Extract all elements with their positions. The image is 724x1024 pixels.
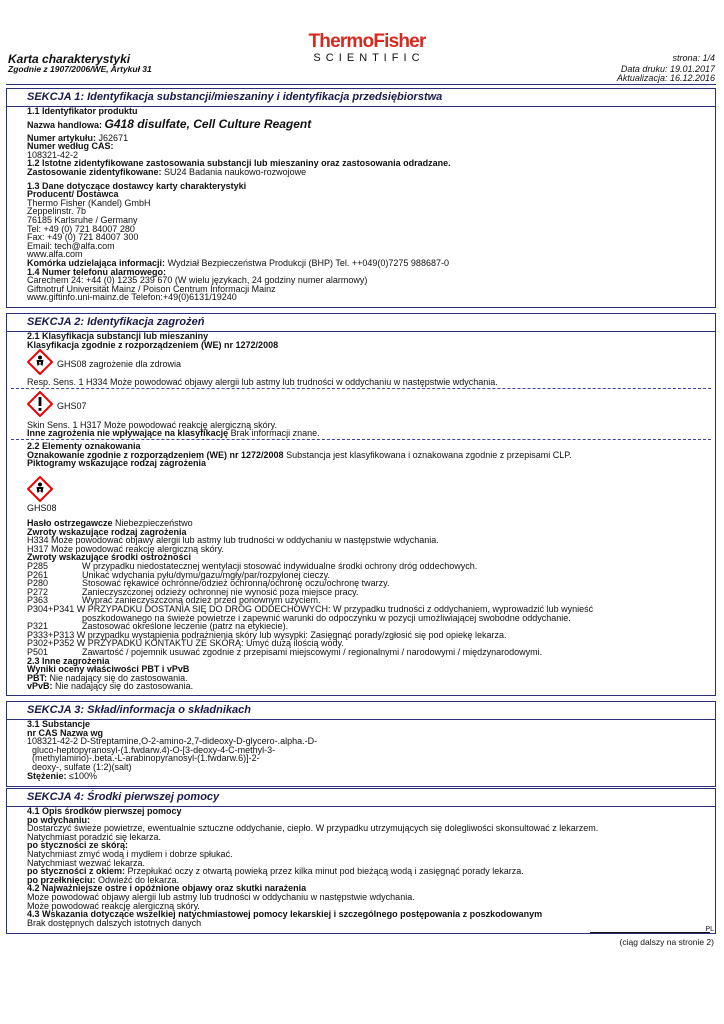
section-2-body: [27, 332, 709, 349]
supplier-email: Email: tech@alfa.com: [27, 240, 115, 251]
section-2-title: SEKCJA 2: Identyfikacja zagrożeń: [27, 316, 205, 328]
precaution-code: P285: [27, 560, 49, 571]
ghs08-health-hazard-icon: [27, 476, 53, 502]
uses-heading: 1.2 Istotne zidentyfikowane zastosowania substancji lub mieszaniny oraz zastosowania odradzane.: [27, 158, 451, 169]
swallowing-value: Odwieźć do lekarza.: [98, 874, 180, 885]
section-4-body: [27, 807, 709, 927]
doc-subtitle: Zgodnie z 1907/2006/WE, Artykuł 31: [8, 64, 152, 74]
pbt-value: Nie nadający się do zastosowania.: [49, 672, 188, 683]
footer-language: PL: [705, 926, 714, 933]
inhalation-text: Natychmiast poradzić się lekarza.: [27, 831, 162, 842]
first-aid-heading: 4.1 Opis środków pierwszej pomocy: [27, 806, 182, 816]
skin-sens-statement: Skin Sens. 1 H317 Może powodować reakcję alergiczną skóry.: [27, 420, 277, 430]
identified-use-label: Zastosowanie zidentyfikowane:: [27, 166, 162, 177]
medical-attention-text: Brak dostępnych dalszych istotnych danych: [27, 917, 202, 928]
skin-contact-text: Natychmiast wezwać lekarza.: [27, 857, 146, 868]
emergency-line-1: Carechem 24: +44 (0) 1235 239 670 (W wielu językach, 24 godziny numer alarmowy): [27, 275, 368, 286]
inhalation-text: Dostarczyć świeże powietrze, ewentualnie sztuczne oddychanie, ciepło. W przypadku utrzymujących się dolegliwości skonsultować z lekarzem.: [27, 823, 599, 834]
skin-contact-heading: po styczności ze skórą:: [27, 840, 129, 851]
ghs08-label-classification: GHS08 zagrożenie dla zdrowia: [57, 359, 182, 369]
precaution-text: Stosować rękawice ochronne/odzież ochronną/ochronę oczu/ochronę twarzy.: [82, 578, 390, 589]
supplier-fax: Fax: +49 (0) 721 84007 300: [27, 232, 139, 243]
product-identifier-heading: 1.1 Identyfikator produktu: [27, 106, 138, 116]
cas-name-heading: nr CAS Nazwa wg: [27, 727, 104, 738]
resp-sens-statement: Resp. Sens. 1 H334 Może powodować objawy alergii lub astmy lub trudności w oddychaniu w następstwie wdychania.: [27, 377, 498, 387]
pbt-heading: Wyniki oceny właściwości PBT i vPvB: [27, 664, 190, 675]
article-number-label: Numer artykułu:: [27, 132, 97, 143]
cas-label: Numer według CAS:: [27, 141, 114, 152]
update-date: Aktualizacja: 16.12.2016: [616, 73, 715, 83]
symptoms-heading: 4.2 Najważniejsze ostre i opóźnione objawy oraz skutki narażenia: [27, 883, 307, 894]
other-hazards-heading: 2.3 Inne zagrożenia: [27, 655, 110, 666]
section-4-header: [7, 789, 715, 807]
substance-name-line: 108321-42-2 D-Streptamine,O-2-amino-2,7-dideoxy-D-glycero-.alpha.-D-: [27, 736, 318, 747]
vpvb-row: [27, 682, 709, 691]
classification-regulation: Klasyfikacja zgodnie z rozporządzeniem (WE) nr 1272/2008: [27, 339, 279, 350]
classification-heading: 2.1 Klasyfikacja substancji lub mieszaniny: [27, 331, 209, 341]
section-3-title: SEKCJA 3: Skład/informacja o składnikach: [27, 704, 251, 716]
precaution-code: P272: [27, 586, 49, 597]
swallowing-label: po przełknięciu:: [27, 874, 96, 885]
info-unit-value: Wydział Bezpieczeństwa Produkcji (BHP) Tel. ++049(0)7275 988687-0: [167, 257, 449, 268]
substance-name-line: deoxy-, sulfate (1:2)(salt): [32, 761, 132, 772]
section-3-header: [7, 702, 715, 720]
substance-name-line: gluco-heptopyranosyl-(1.fwdarw.4)-O-[3-deoxy-4-C-methyl-3-: [32, 744, 276, 755]
precaution-text: Zawartość / pojemnik usuwać zgodnie z przepisami miejscowymi / regionalnymi / narodowymi / międzynarodowymi.: [82, 646, 543, 657]
substance-name-line: (methylamino)-.beta.-L-arabinopyranosyl-(1.fwdarw.6)]-2-: [32, 753, 260, 764]
print-date: Data druku: 19.01.2017: [620, 64, 715, 74]
precaution-code: P363: [27, 595, 49, 606]
precaution-code: P501: [27, 646, 49, 657]
divider: [11, 388, 711, 389]
supplier-address-3: 76185 Karlsruhe / Germany: [27, 214, 138, 225]
info-unit-label: Komórka udzielająca informacji:: [27, 257, 166, 268]
section-2-header: [7, 314, 715, 332]
section-4-title: SEKCJA 4: Środki pierwszej pomocy: [27, 791, 220, 803]
eye-contact-value: Przepłukać oczy z otwartą powieką przez kilka minut pod bieżącą wodą i zasięgnąć porady lekarza.: [127, 866, 524, 877]
supplier-heading: 1.3 Dane dotyczące dostawcy karty charakterystyki: [27, 180, 247, 191]
p302-statement: P302+P352 W PRZYPADKU KONTAKTU ZE SKÓRĄ: Umyć dużą ilością wody.: [27, 638, 344, 649]
symptoms-text: Może powodować reakcję alergiczną skóry.: [27, 900, 200, 911]
identified-use-row: [27, 168, 709, 177]
ghs08-label-pictogram: GHS08: [27, 503, 57, 513]
precaution-text: Zanieczyszczonej odzieży ochronnej nie wynosić poza miejsce pracy.: [82, 586, 359, 597]
doc-title: Karta charakterystyki: [8, 52, 131, 66]
h317-statement: H317 Może powodować reakcję alergiczną skóry.: [27, 543, 224, 554]
concentration-value: ≤100%: [69, 770, 97, 781]
trade-name-label: Nazwa handlowa:: [27, 119, 103, 130]
supplier-label: Producent/ Dostawca: [27, 189, 119, 200]
precautionary-heading: Zwroty wskazujące środki ostrożności: [27, 552, 192, 563]
brand-logo-top: ThermoFisher: [308, 31, 426, 52]
ghs08-health-hazard-icon: [27, 349, 53, 375]
supplier-address-2: Zeppelinstr. 7b: [27, 206, 87, 217]
article-number-row: [27, 134, 709, 143]
symptoms-text: Może powodować objawy alergii lub astmy lub trudności w oddychaniu w następstwie wdychania.: [27, 891, 415, 902]
section-4: [6, 788, 716, 934]
vpvb-value: Nie nadający się do zastosowania.: [55, 681, 194, 692]
supplier-address-1: Thermo Fisher (Kandel) GmbH: [27, 197, 151, 208]
section-3-body: [27, 720, 709, 780]
header-rule: [6, 84, 716, 85]
section-3: [6, 701, 716, 787]
hazard-statements-heading: Zwroty wskazujące rodzaj zagrożenia: [27, 526, 187, 537]
emergency-line-2: Giftnotruf Universität Mainz / Poison Centrum Informacji Mainz: [27, 283, 276, 294]
divider: [11, 439, 711, 440]
label-elements-block: [27, 442, 709, 468]
vpvb-label: vPvB:: [27, 681, 53, 692]
section-1-title: SEKCJA 1: Identyfikacja substancji/mieszaniny i identyfikacja przedsiębiorstwa: [27, 91, 443, 103]
precaution-code: P321: [27, 621, 49, 632]
cas-value: 108321-42-2: [27, 149, 79, 160]
other-hazards-label: Inne zagrożenia nie wpływające na klasyfikację: [27, 428, 229, 438]
section-1-header: [7, 89, 715, 107]
other-hazards-row: [27, 429, 320, 438]
section-1: [6, 88, 716, 308]
emergency-line-3: www.giftinfo.uni-mainz.de Telefon:+49(0)6131/19240: [27, 292, 237, 303]
hazard-statements-block: [27, 519, 709, 691]
other-hazards-value: Brak informacji znane.: [230, 428, 320, 438]
labelling-note: Substancja jest klasyfikowana i oznakowana zgodnie z przepisami CLP.: [286, 449, 572, 460]
skin-contact-text: Natychmiast zmyć wodą i mydłem i dobrze spłukać.: [27, 848, 233, 859]
h334-statement: H334 Może powodować objawy alergii lub astmy lub trudności w oddychaniu w następstwie wdychania.: [27, 535, 439, 546]
p333-statement: P333+P313 W przypadku wystąpienia podrażnienia skóry lub wysypki: Zasięgnąć porady/zgłosić się pod opiekę lekarza.: [27, 629, 507, 640]
label-elements-heading: 2.2 Elementy oznakowania: [27, 441, 141, 451]
p304-statement: P304+P341 W PRZYPADKU DOSTANIA SIĘ DO DRÓG ODDECHOWYCH: W przypadku trudności z oddychaniem, wyprowadzić lub wynieść: [27, 603, 594, 614]
substances-heading: 3.1 Substancje: [27, 719, 91, 729]
trade-name-row: [27, 118, 709, 131]
article-number-value: J62671: [98, 132, 129, 143]
concentration-row: [27, 772, 709, 781]
continued-note: (ciąg dalszy na stronie 2): [619, 937, 714, 947]
medical-attention-heading: 4.3 Wskazania dotyczące wszelkiej natychmiastowej pomocy lekarskiej i szczególnego postępowania z poszkodowanym: [27, 909, 543, 920]
footer-rule: [590, 932, 710, 933]
precaution-code: P280: [27, 578, 49, 589]
precaution-code: P261: [27, 569, 49, 580]
brand-logo-bottom: S C I E N T I F I C: [313, 52, 421, 64]
supplier-website: www.alfa.com: [27, 249, 83, 260]
eye-contact-label: po styczności z okiem:: [27, 866, 126, 877]
signal-word-label: Hasło ostrzegawcze: [27, 518, 113, 528]
concentration-label: Stężenie:: [27, 770, 67, 781]
section-2: [6, 313, 716, 696]
supplier-phone: Tel: +49 (0) 721 84007 280: [27, 223, 135, 234]
pbt-label: PBT:: [27, 672, 47, 683]
labelling-regulation: Oznakowanie zgodnie z rozporządzeniem (WE) nr 1272/2008: [27, 449, 284, 460]
section-1-body: [27, 107, 709, 302]
ghs07-exclamation-icon: [27, 391, 53, 417]
emergency-phone-heading: 1.4 Numer telefonu alarmowego:: [27, 266, 167, 277]
inhalation-heading: po wdychaniu:: [27, 814, 90, 825]
precaution-text: Unikać wdychania pyłu/dymu/gazu/mgły/par/rozpylonej cieczy.: [82, 569, 330, 580]
signal-word-value: Niebezpieczeństwo: [115, 518, 193, 528]
page-number: strona: 1/4: [672, 53, 715, 63]
precaution-row: [27, 648, 709, 657]
ghs07-label: GHS07: [57, 401, 87, 411]
trade-name-value: G418 disulfate, Cell Culture Reagent: [104, 116, 312, 131]
brand-logo: [296, 32, 438, 68]
precaution-text: W przypadku niedostatecznej wentylacji stosować indywidualne środki ochrony dróg oddechowych.: [82, 560, 478, 571]
p304-statement-cont: poszkodowanego na świeże powietrze i zapewnić warunki do odpoczynku w pozycji umożliwiającej swobodne oddychanie.: [82, 612, 571, 623]
precaution-text: Zastosować określone leczenie (patrz na etykiecie).: [82, 621, 289, 632]
pictograms-heading: Piktogramy wskazujące rodzaj zagrożenia: [27, 458, 207, 469]
identified-use-value: SU24 Badania naukowo-rozwojowe: [164, 166, 307, 177]
precaution-text: Wyprać zanieczyszczoną odzież przed ponownym użyciem.: [82, 595, 321, 606]
